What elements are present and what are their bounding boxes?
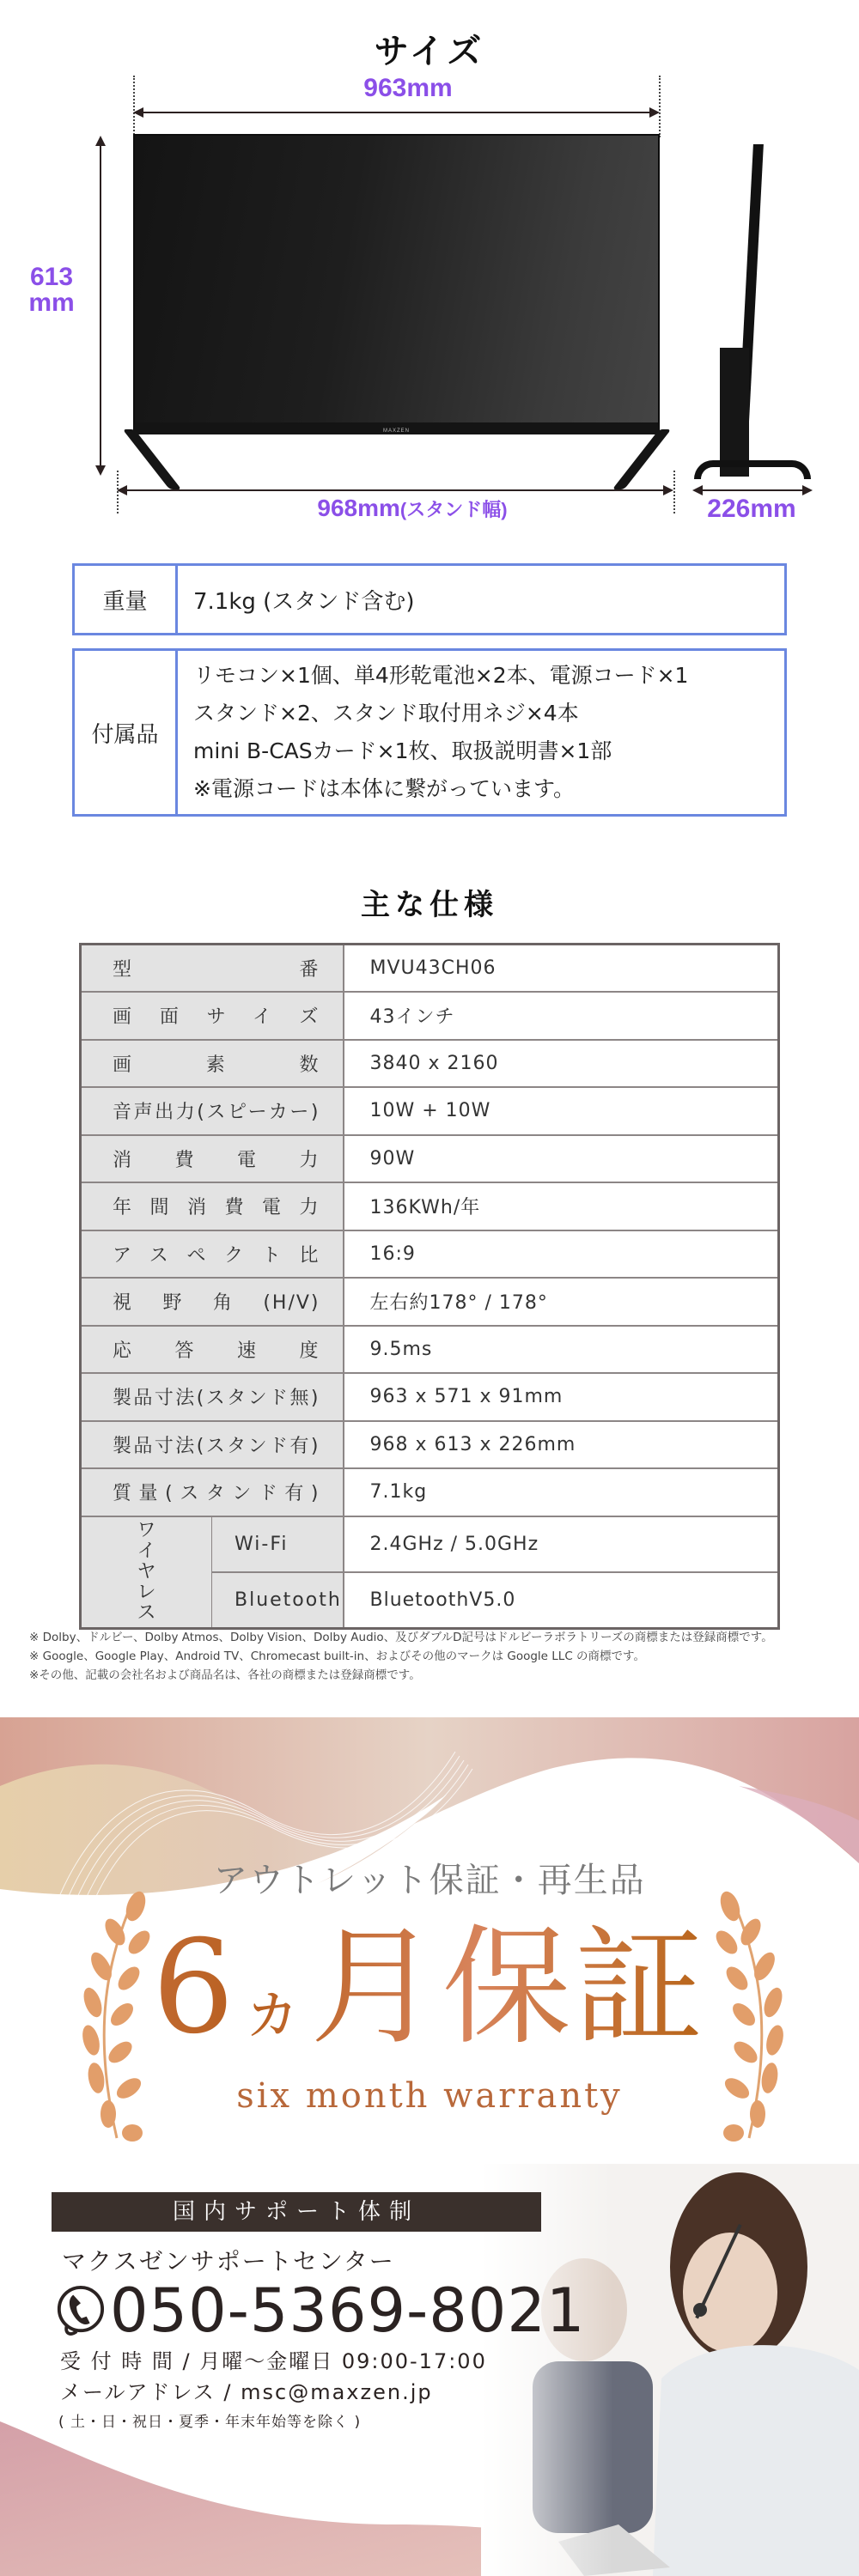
table-row	[81, 1516, 779, 1572]
spec-value: 136KWh/年	[344, 1182, 779, 1230]
warranty-main-text: 月保証	[309, 1913, 707, 2063]
accessories-label: 付属品	[75, 651, 178, 814]
spec-value: 9.5ms	[344, 1326, 779, 1374]
spec-value: 2.4GHz / 5.0GHz	[344, 1516, 779, 1572]
spec-key: 製品寸法(スタンド無)	[81, 1373, 344, 1421]
size-section-title: サイズ	[374, 31, 485, 71]
arrow-right-icon	[649, 107, 660, 118]
accessories-line: mini B-CASカード×1枚、取扱説明書×1部	[193, 738, 612, 763]
table-row	[81, 945, 779, 993]
table-row	[81, 1087, 779, 1135]
warranty-subtitle: アウトレット保証・再生品	[213, 1861, 646, 1900]
table-row	[81, 1421, 779, 1469]
tv-front-image	[133, 134, 660, 434]
spec-key: Bluetooth	[212, 1572, 344, 1628]
depth-dimension-line	[698, 489, 807, 491]
stand-width-line	[122, 489, 668, 491]
width-dimension-line	[137, 112, 655, 113]
trademark-notes	[29, 1628, 854, 1685]
support-closed-note: ( 土・日・祝日・夏季・年末年始等を除く )	[58, 2414, 362, 2431]
arrow-down-icon	[95, 465, 106, 476]
spec-value: 10W + 10W	[344, 1087, 779, 1135]
support-phone-number[interactable]: 050-5369-8021	[110, 2275, 586, 2346]
depth-dimension-label: 226mm	[707, 495, 796, 523]
spec-value: BluetoothV5.0	[344, 1572, 779, 1628]
trademark-note: ※ Dolby、ドルビー、Dolby Atmos、Dolby Vision、Dolby Audio、及びダブルD記号はドルビーラボラトリーズの商標または登録商標です。	[29, 1631, 773, 1644]
spec-key: 音声出力(スピーカー)	[81, 1087, 344, 1135]
spec-key: 消費電力	[81, 1135, 344, 1183]
accessories-list	[178, 651, 784, 814]
spec-key: 視野角(H/V)	[81, 1278, 344, 1326]
weight-value: 7.1kg (スタンド含む)	[193, 588, 415, 615]
stand-width-label	[120, 495, 704, 522]
trademark-note: ※ Google、Google Play、Android TV、Chromecast built-in、およびその他のマークは Google LLC の商標です。	[29, 1649, 645, 1663]
accessories-box	[72, 648, 787, 817]
support-hours: 受 付 時 間 / 月曜～金曜日 09:00-17:00	[60, 2349, 487, 2373]
phone-icon	[55, 2282, 105, 2339]
weight-box	[72, 563, 787, 635]
spec-key: 画面サイズ	[81, 992, 344, 1040]
width-dimension-label: 963mm	[363, 74, 453, 102]
tv-stand-leg-left	[123, 429, 182, 489]
spec-key: 画素数	[81, 1040, 344, 1088]
spec-key: アスペクト比	[81, 1230, 344, 1279]
table-row	[81, 1373, 779, 1421]
spec-section-title: 主な仕様	[361, 888, 498, 922]
support-email[interactable]: メールアドレス / msc@maxzen.jp	[60, 2380, 433, 2404]
spec-value: 43インチ	[344, 992, 779, 1040]
wireless-label-text: ワイヤレス	[137, 1519, 156, 1624]
warranty-headline	[0, 1915, 859, 2081]
warranty-english: six month warranty	[236, 2076, 623, 2116]
spec-table	[79, 943, 780, 1630]
table-row	[81, 1326, 779, 1374]
table-row	[81, 1468, 779, 1516]
support-section-header: 国内サポート体制	[52, 2192, 541, 2232]
table-row	[81, 1040, 779, 1088]
accessories-line: ※電源コードは本体に繋がっています。	[193, 776, 575, 801]
spec-key: Wi-Fi	[212, 1516, 344, 1572]
support-phone-row	[55, 2275, 585, 2346]
spec-key: 質量(スタンド有)	[81, 1468, 344, 1516]
accessories-line: スタンド×2、スタンド取付用ネジ×4本	[193, 701, 579, 726]
table-row	[81, 992, 779, 1040]
width-guide-left	[133, 76, 135, 137]
tv-side-ports	[720, 348, 749, 477]
height-unit: mm	[28, 289, 75, 317]
table-row	[81, 1182, 779, 1230]
spec-key: 型番	[81, 945, 344, 993]
spec-value: 左右約178° / 178°	[344, 1278, 779, 1326]
spec-value: 90W	[344, 1135, 779, 1183]
support-center-name: マクスゼンサポートセンター	[62, 2247, 395, 2275]
table-row	[81, 1135, 779, 1183]
height-value: 613	[29, 263, 74, 291]
table-row	[81, 1278, 779, 1326]
stand-width-note: (スタンド幅)	[399, 499, 508, 520]
stand-width-value: 968mm	[317, 495, 400, 521]
spec-key: 製品寸法(スタンド有)	[81, 1421, 344, 1469]
spec-value: MVU43CH06	[344, 945, 779, 993]
arrow-left-icon	[133, 107, 143, 118]
accessories-line: リモコン×1個、単4形乾電池×2本、電源コード×1	[193, 663, 689, 688]
warranty-months: 6	[152, 1913, 238, 2063]
spec-key: 年間消費電力	[81, 1182, 344, 1230]
arrow-up-icon	[95, 136, 106, 146]
warranty-counter: ヵ	[237, 1968, 310, 2048]
spec-key: 応答速度	[81, 1326, 344, 1374]
spec-value: 963 x 571 x 91mm	[344, 1373, 779, 1421]
spec-value: 16:9	[344, 1230, 779, 1279]
tv-brand-logo: MAXZEN	[382, 428, 410, 434]
trademark-note: ※その他、記載の会社名および商品名は、各社の商標または登録商標です。	[29, 1668, 421, 1682]
spec-value: 7.1kg	[344, 1468, 779, 1516]
table-row	[81, 1230, 779, 1279]
height-dimension-line	[100, 142, 101, 468]
height-dimension-label	[9, 264, 94, 316]
tv-side-stand	[694, 460, 811, 479]
spec-value: 3840 x 2160	[344, 1040, 779, 1088]
tv-stand-leg-right	[612, 429, 672, 489]
spec-value: 968 x 613 x 226mm	[344, 1421, 779, 1469]
wireless-group-label	[81, 1516, 212, 1629]
width-guide-right	[659, 76, 661, 137]
weight-label: 重量	[75, 566, 178, 633]
